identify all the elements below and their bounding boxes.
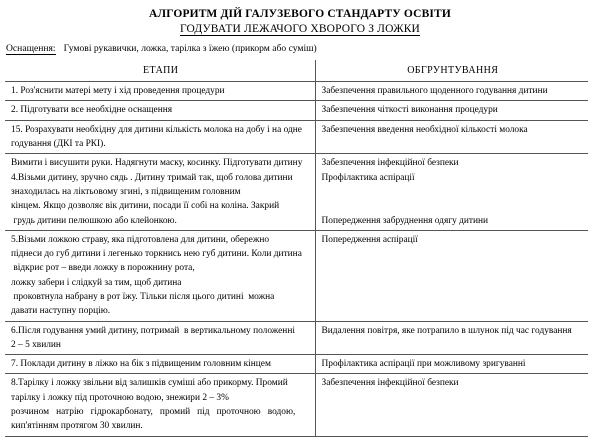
cell-line: 8.Тарілку і ложку звільни від залишків суміші або прикорму. Промий: [11, 378, 288, 389]
cell-line: тарілку і ложку під проточною водою, знежири 2 – 3%: [11, 392, 229, 403]
cell-line: грудь дитини пелюшкою або клейонкою.: [11, 215, 177, 226]
cell-steps: [5, 230, 315, 321]
cell-rationale: [315, 230, 588, 321]
cell-line: Вимити і висушити руки. Надягнути маску, косинку. Підготувати дитину: [11, 158, 303, 169]
cell-line: Видалення повітря, яке потрапило в шлунок під час годування: [321, 325, 572, 336]
cell-line: 6.Після годування умий дитину, потримай в вертикальному положенні: [11, 325, 295, 336]
cell-line: піднеси до губ дитини і легенько торкнись нею губ дитини. Коли дитина: [11, 249, 302, 260]
cell-rationale: Забезпечення чіткості виконання процедури: [315, 101, 588, 120]
cell-steps: [5, 321, 315, 355]
page-subtitle-text: ГОДУВАТИ ЛЕЖАЧОГО ХВОРОГО З ЛОЖКИ: [179, 23, 421, 36]
page-subtitle: [0, 23, 600, 36]
cell-line: [322, 199, 585, 213]
cell-line: Забезпечення інфекційної безпеки: [321, 158, 459, 169]
table-row: [5, 321, 588, 355]
equipment-line: [6, 43, 600, 55]
cell-steps: [5, 154, 315, 230]
cell-line: 4.Візьми дитину, зручно сядь . Дитину тримай так, щоб голова дитини: [11, 172, 293, 183]
cell-rationale: Забезпечення введення необхідної кількості молока: [315, 120, 588, 154]
cell-line: ложку забери і слідкуй за тим, щоб дитина: [11, 277, 182, 288]
table-header-row: [5, 60, 588, 82]
equipment-label: Оснащення:: [6, 43, 56, 55]
page-title: АЛГОРИТМ ДІЙ ГАЛУЗЕВОГО СТАНДАРТУ ОСВІТИ: [149, 8, 451, 20]
cell-steps: [5, 374, 315, 436]
table-row: [5, 101, 588, 120]
table-row: [5, 154, 588, 230]
cell-line: відкриє рот – введи ложку в порожнину рота,: [11, 263, 195, 274]
cell-rationale: [315, 321, 588, 355]
cell-rationale: [315, 374, 588, 436]
cell-line: 2 – 5 хвилин: [11, 339, 61, 350]
table-body: [5, 82, 588, 437]
document-page: [0, 8, 600, 432]
cell-line: 5.Візьми ложкою страву, яка підготовлена для дитини, обережно: [11, 234, 270, 245]
column-header-rationale: ОБГРУНТУВАННЯ: [315, 60, 588, 82]
cell-line: Попередження забруднення одягу дитини: [321, 215, 489, 226]
cell-rationale: Забезпечення правильного щоденного годування дитини: [315, 82, 588, 101]
table-row: [5, 230, 588, 321]
cell-steps: 1. Роз'яснити матері мету і хід проведення процедури: [5, 82, 315, 101]
cell-line: розчином натрію гідрокарбонату, промий під проточною водою,: [11, 407, 296, 418]
cell-line: проковтнула набрану в рот їжу. Тільки після цього дитині можна: [11, 291, 275, 302]
cell-rationale: Профілактика аспірації при можливому зригуванні: [315, 355, 588, 374]
cell-line: Забезпечення інфекційної безпеки: [321, 378, 459, 389]
cell-line: [322, 185, 585, 199]
cell-steps: 7. Поклади дитину в ліжко на бік з підвищеним головним кінцем: [5, 355, 315, 374]
column-header-steps: ЕТАПИ: [5, 60, 315, 82]
table-row: [5, 82, 588, 101]
cell-steps: 15. Розрахувати необхідну для дитини кількість молока на добу і на одне годування (ДКІ та РКІ).: [5, 120, 315, 154]
equipment-value: Гумові рукавички, ложка, тарілка з їжею (прикорм або суміш): [63, 43, 317, 55]
cell-line: кінцем. Якщо дозволяє вік дитини, посади її собі на коліна. Закрий: [11, 201, 280, 212]
algorithm-table: [5, 60, 588, 437]
cell-line: Попередження аспірації: [321, 234, 418, 245]
table-row: [5, 374, 588, 436]
cell-line: давати наступну порцію.: [11, 306, 111, 317]
table-row: [5, 355, 588, 374]
cell-steps: 2. Підготувати все необхідне оснащення: [5, 101, 315, 120]
cell-line: Профілактика аспірації: [321, 172, 415, 183]
cell-line: знаходилась на ліктьовому згині, з підвищеним головним: [11, 186, 241, 197]
cell-rationale: [315, 154, 588, 230]
cell-line: кип'ятінням протягом 30 хвилин.: [11, 421, 143, 432]
table-row: [5, 120, 588, 154]
